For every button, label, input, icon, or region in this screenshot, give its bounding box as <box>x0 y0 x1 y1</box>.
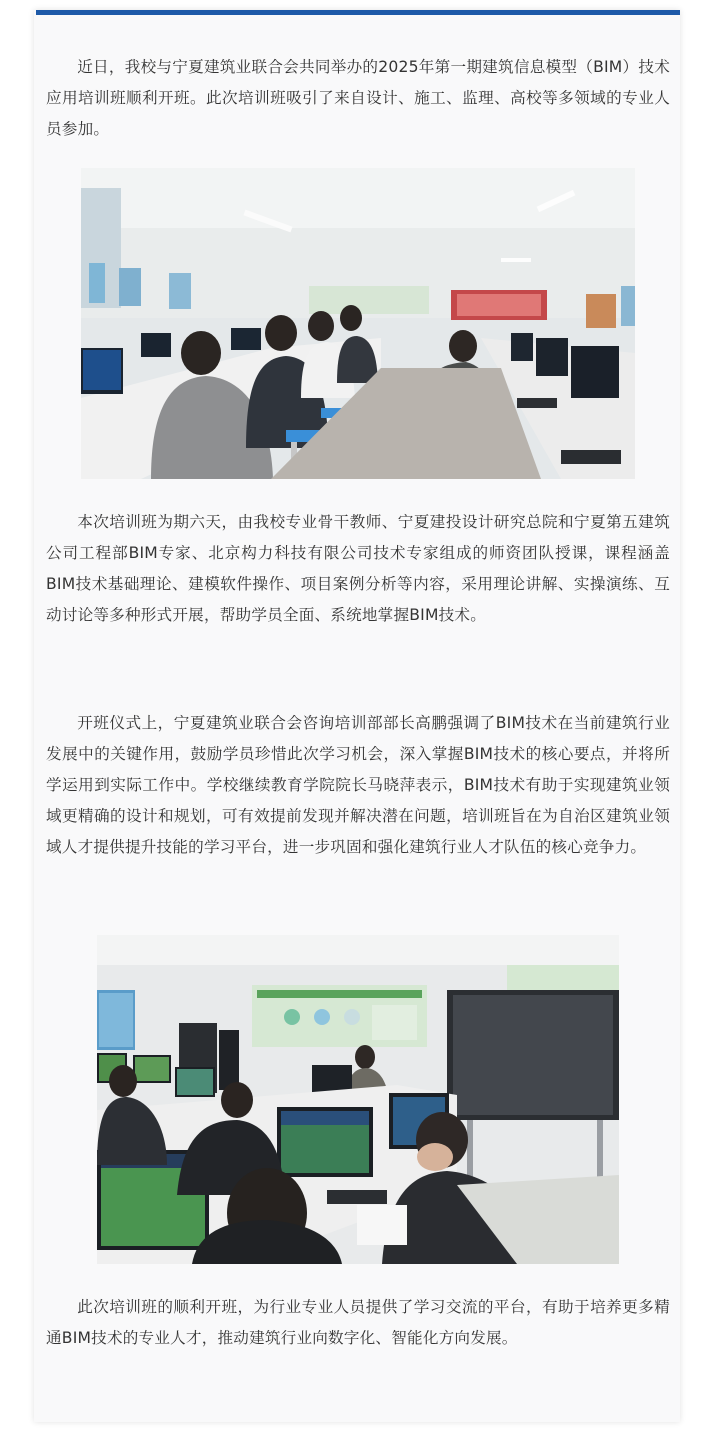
article-paragraph-2: 本次培训班为期六天，由我校专业骨干教师、宁夏建投设计研究总院和宁夏第五建筑公司工程部BIM专家、北京构力科技有限公司技术专家组成的师资团队授课，课程涵盖BIM技术基础理论、建模软件操作、项目案例分析等内容，采用理论讲解、实操演练、互动讨论等多种形式开展，帮助学员全面、系统地掌握BIM技术。 <box>46 513 670 624</box>
training-classroom-photo <box>81 168 635 479</box>
computer-lab-photo <box>97 935 619 1264</box>
accent-bar <box>36 10 680 15</box>
article-paragraph-3: 开班仪式上，宁夏建筑业联合会咨询培训部部长高鹏强调了BIM技术在当前建筑行业发展中的关键作用，鼓励学员珍惜此次学习机会，深入掌握BIM技术的核心要点，并将所学运用到实际工作中。学校继续教育学院院长马晓萍表示，BIM技术有助于实现建筑业领域更精确的设计和规划，可有效提前发现并解决潜在问题，培训班旨在为自治区建筑业领域人才提供提升技能的学习平台，进一步巩固和强化建筑行业人才队伍的核心竞争力。 <box>46 714 670 856</box>
article-paragraph-1: 近日，我校与宁夏建筑业联合会共同举办的2025年第一期建筑信息模型（BIM）技术应用培训班顺利开班。此次培训班吸引了来自设计、施工、监理、高校等多领域的专业人员参加。 <box>46 58 670 138</box>
article-paragraph-4: 此次培训班的顺利开班，为行业专业人员提供了学习交流的平台，有助于培养更多精通BIM技术的专业人才，推动建筑行业向数字化、智能化方向发展。 <box>46 1298 670 1347</box>
